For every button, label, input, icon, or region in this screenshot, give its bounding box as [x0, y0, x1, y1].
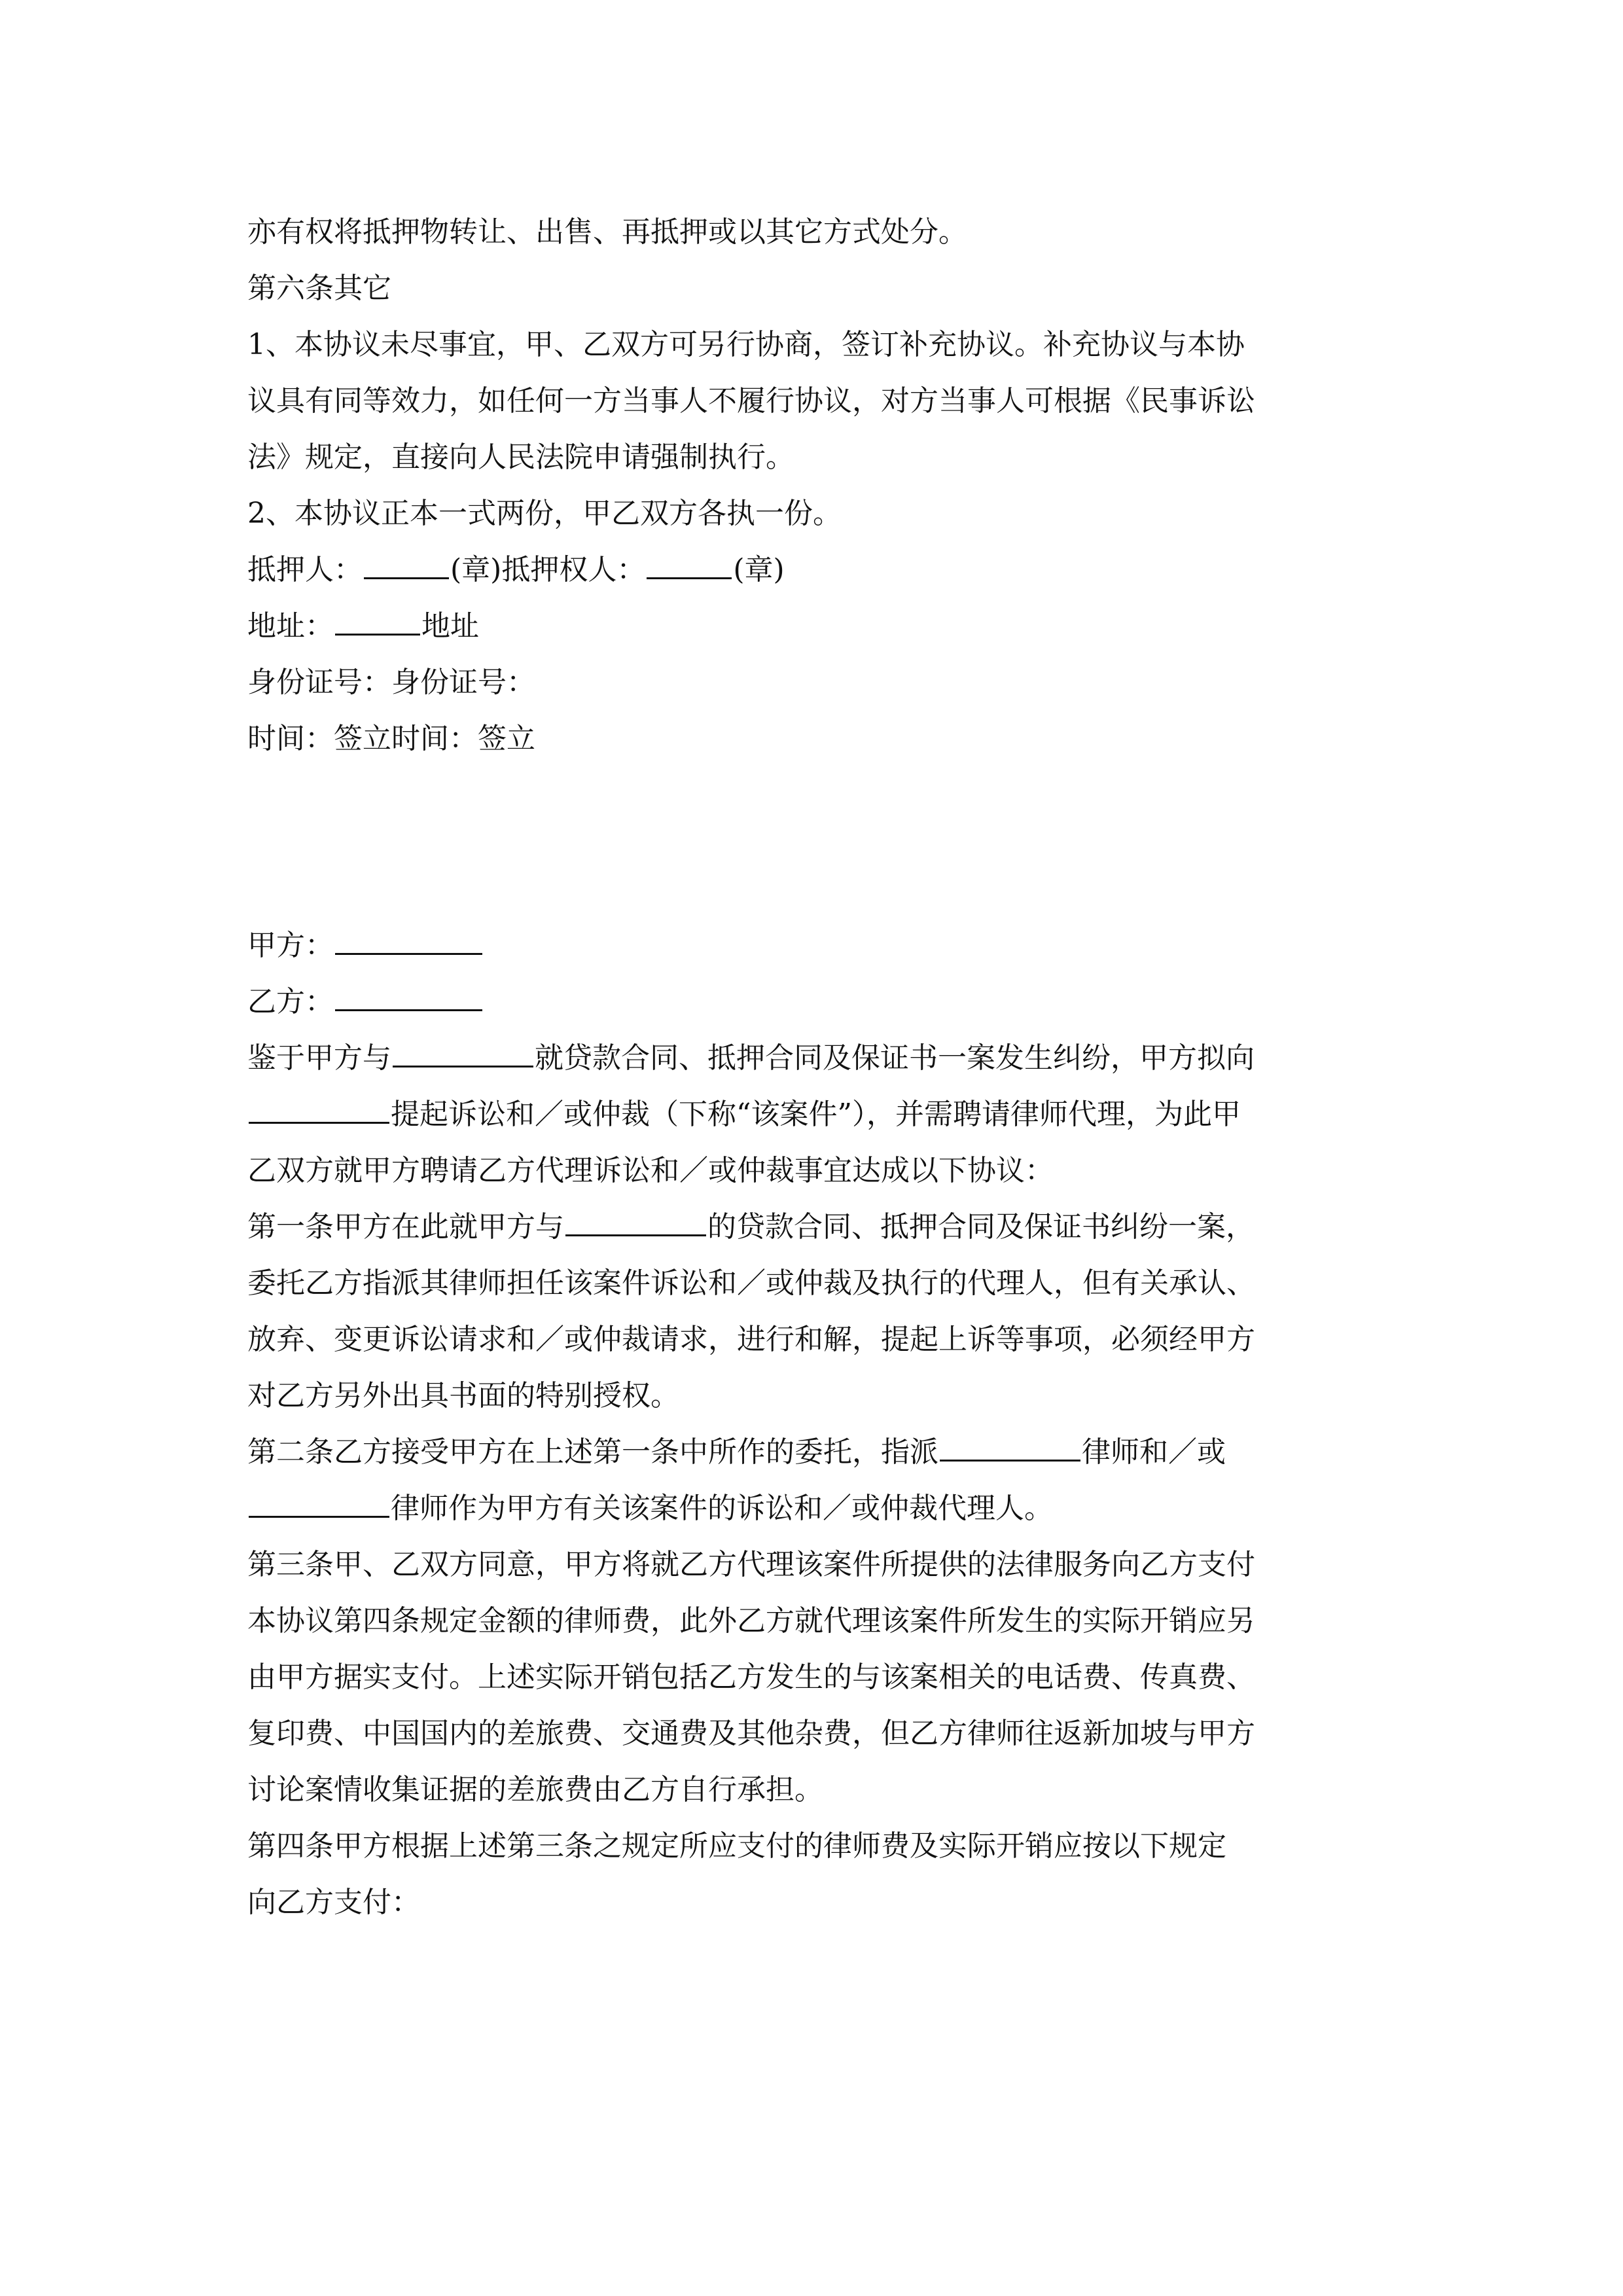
mortgagee-seal: (章) — [733, 553, 785, 586]
lawyer-1-blank — [940, 1431, 1080, 1462]
mortgagor-blank — [364, 548, 449, 579]
article-six-item-1-line-3: 法》规定，直接向人民法院申请强制执行。 — [247, 440, 794, 474]
signing-time-line: 时间：签立时间：签立 — [247, 722, 535, 755]
forum-blank — [249, 1093, 389, 1124]
address-line — [247, 598, 1399, 655]
article-two-line-2 — [247, 1480, 1399, 1537]
address-blank — [335, 605, 420, 636]
recital-line-2 — [247, 1086, 1399, 1143]
lawyer-2-blank — [249, 1487, 389, 1518]
article-two-line-1 — [247, 1424, 1399, 1480]
party-b-line — [247, 974, 1399, 1030]
recital-suffix: 就贷款合同、抵押合同及保证书一案发生纠纷，甲方拟向 — [535, 1041, 1255, 1075]
mortgagee-label: 抵押权人： — [501, 553, 646, 586]
article-one-counterparty-blank — [565, 1206, 706, 1236]
recital-line-1 — [247, 1030, 1399, 1086]
article-two-prefix: 第二条乙方接受甲方在上述第一条中所作的委托，指派 — [247, 1435, 938, 1469]
article-six-item-1-line-1: 1、本协议未尽事宜，甲、乙双方可另行协商，签订补充协议。补充协议与本协 — [247, 328, 1245, 361]
recital-line-3: 乙双方就甲方聘请乙方代理诉讼和／或仲裁事宜达成以下协议： — [247, 1154, 1054, 1187]
article-one-line-3: 放弃、变更诉讼请求和／或仲裁请求，进行和解，提起上诉等事项，必须经甲方 — [247, 1323, 1255, 1356]
mortgagor-label: 抵押人： — [247, 553, 363, 586]
article-one-prefix: 第一条甲方在此就甲方与 — [247, 1210, 564, 1244]
mortgage-signature-line — [247, 542, 1399, 598]
mortgagor-seal: (章) — [450, 553, 502, 586]
party-a-blank — [335, 924, 482, 955]
agreement-continuation — [247, 204, 1399, 767]
article-one-suffix: 的贷款合同、抵押合同及保证书纠纷一案， — [707, 1210, 1255, 1244]
address-label: 地址： — [247, 609, 334, 643]
article-three-line-4: 复印费、中国国内的差旅费、交通费及其他杂费，但乙方律师往返新加坡与甲方 — [247, 1717, 1255, 1750]
article-two-line-2-text: 律师作为甲方有关该案件的诉讼和／或仲裁代理人。 — [391, 1492, 1053, 1525]
article-six-heading: 第六条其它 — [247, 272, 391, 305]
address-text: 地址 — [421, 609, 479, 643]
party-b-label: 乙方： — [247, 985, 334, 1018]
counterparty-blank — [393, 1037, 533, 1067]
id-number-line: 身份证号：身份证号： — [247, 666, 535, 699]
recital-line-2-text: 提起诉讼和／或仲裁（下称“该案件”），并需聘请律师代理，为此甲 — [391, 1098, 1241, 1131]
article-one-line-1 — [247, 1199, 1399, 1255]
article-one-line-4: 对乙方另外出具书面的特别授权。 — [247, 1379, 679, 1412]
article-six-item-2: 2、本协议正本一式两份，甲乙双方各执一份。 — [247, 497, 842, 530]
article-one-line-2: 委托乙方指派其律师担任该案件诉讼和／或仲裁及执行的代理人，但有关承认、 — [247, 1266, 1255, 1300]
article-four-line-1: 第四条甲方根据上述第三条之规定所应支付的律师费及实际开销应按以下规定 — [247, 1829, 1226, 1863]
lawyer-agreement — [247, 918, 1399, 1931]
article-three-line-2: 本协议第四条规定金额的律师费，此外乙方就代理该案件所发生的实际开销应另 — [247, 1604, 1255, 1638]
article-two-suffix: 律师和／或 — [1082, 1435, 1226, 1469]
article-four-line-2: 向乙方支付： — [247, 1886, 420, 1919]
article-three-line-5: 讨论案情收集证据的差旅费由乙方自行承担。 — [247, 1773, 823, 1806]
mortgage-disposal-line: 亦有权将抵押物转让、出售、再抵押或以其它方式处分。 — [247, 215, 967, 249]
article-six-item-1-line-2: 议具有同等效力，如任何一方当事人不履行协议，对方当事人可根据《民事诉讼 — [247, 384, 1255, 418]
recital-prefix: 鉴于甲方与 — [247, 1041, 391, 1075]
party-a-label: 甲方： — [247, 929, 334, 962]
party-a-line — [247, 918, 1399, 974]
mortgagee-blank — [647, 548, 732, 579]
article-three-line-1: 第三条甲、乙双方同意，甲方将就乙方代理该案件所提供的法律服务向乙方支付 — [247, 1548, 1255, 1581]
party-b-blank — [335, 980, 482, 1011]
article-three-line-3: 由甲方据实支付。上述实际开销包括乙方发生的与该案相关的电话费、传真费、 — [247, 1660, 1255, 1694]
